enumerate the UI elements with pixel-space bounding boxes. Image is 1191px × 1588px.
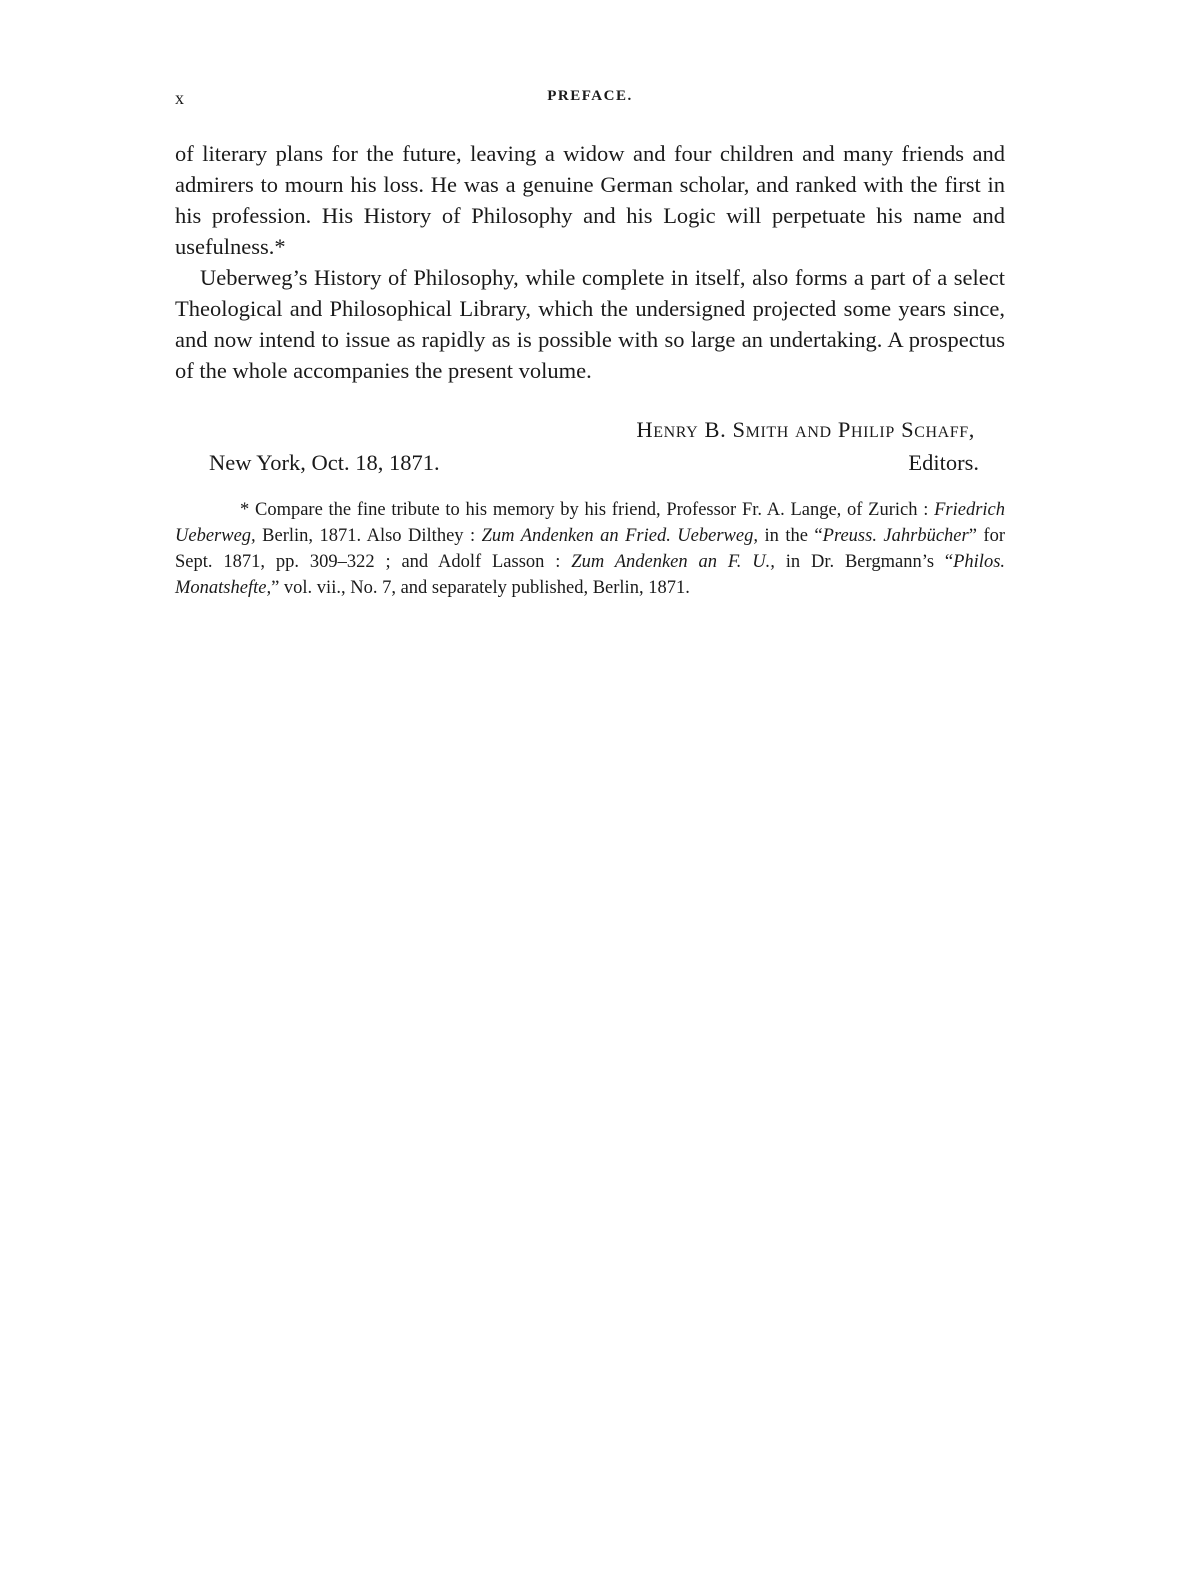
footnote-text: Berlin, 1871. Also Dilthey : xyxy=(255,526,482,546)
signature-role: Editors. xyxy=(908,450,979,475)
footnote-title: Zum Andenken an Fried. Ueberweg, xyxy=(481,526,758,546)
signature-place-date: New York, Oct. 18, 1871. xyxy=(209,450,440,475)
body-text xyxy=(175,138,1005,386)
paragraph-library: Ueberweg’s History of Philosophy, while complete in itself, also forms a part of a select Theological and Philosophical Library, which the undersigned projected some years since, and now intend to issue as rapidly as is possible with so large an undertaking. A prospectus of the whole accompanies the present volume. xyxy=(175,265,1005,383)
footnote-text: in Dr. Bergmann’s “ xyxy=(774,552,954,572)
footnote-title: Friedrich Ueberweg, xyxy=(175,500,1005,546)
footnote-text: ” vol. vii., No. 7, and separately published, Berlin, 1871. xyxy=(271,578,690,598)
footnote-text: * Compare the fine tribute to his memory by his friend, Professor Fr. A. Lange, of Zurich : xyxy=(240,500,935,520)
footnote-title: Philos. Monatshefte, xyxy=(175,552,1006,598)
footnote-text: ” for Sept. 1871, pp. 309–322 ; and Adolf Lasson : xyxy=(175,526,1005,572)
page-number: x xyxy=(175,88,185,108)
footnote xyxy=(175,497,1005,601)
page-title: PREFACE. xyxy=(547,88,633,104)
signature-names: Henry B. Smith and Philip Schaff, xyxy=(636,417,975,442)
footnote-title: Preuss. Jahrbücher xyxy=(822,526,969,546)
footnote-title: Zum Andenken an F. U., xyxy=(571,552,775,572)
footnote-text: in the “ xyxy=(757,526,823,546)
running-head xyxy=(175,88,1005,112)
paragraph-continuation: of literary plans for the future, leaving a widow and four children and many friends and admirers to mourn his loss. He was a genuine German scholar, and ranked with the first in his profession. His History of Philosophy and his Logic will perpetuate his name and usefulness.* xyxy=(175,141,1005,259)
signature-block xyxy=(175,417,1005,487)
